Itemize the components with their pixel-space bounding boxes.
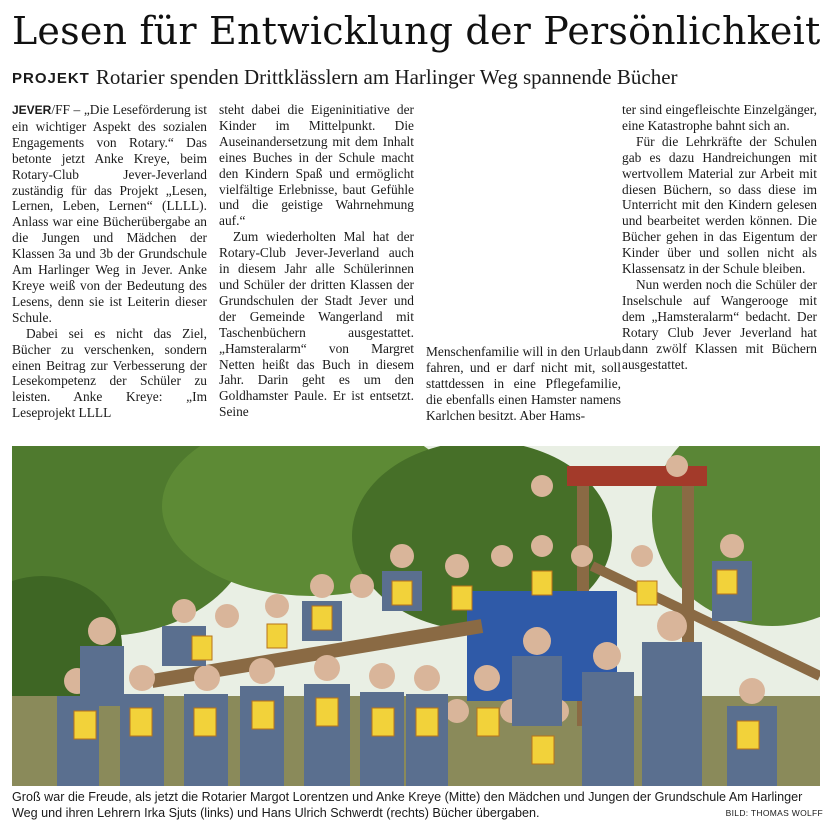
photo-caption: Groß war die Freude, als jetzt die Rotarier Margot Lorentzen und Anke Kreye (Mitte) den Mädchen und Jungen der Grundschule Am Harlinger Weg und ihren Lehrern Irka Sjuts (links) und Hans Ulrich Schwerdt (rechts) Bücher übergaben.	[12, 790, 803, 820]
photo-credit: BILD: THOMAS WOLFF	[725, 808, 823, 818]
paragraph: Für die Lehrkräfte der Schulen gab es dazu Handreichungen mit wertvollem Material zur Arbeit mit diesen Büchern, so dass diese im Unterricht mit den Kindern gelesen und bearbeitet werden können. Die Bücher gehen in das Eigentum der Kinder über und sollen nicht als Klassensatz in der Schule bleiben.	[622, 133, 817, 277]
paragraph: Dabei sei es nicht das Ziel, Bücher zu verschenken, sondern einen Beitrag zur Verbesserung der Lesekompetenz der Schüler zu leisten. Anke Kreye: „Im Leseprojekt LLLL	[12, 325, 207, 421]
group-photo	[12, 446, 820, 786]
article-column-4	[622, 102, 817, 442]
group-photo-illustration	[12, 446, 820, 786]
article-column-3	[426, 344, 621, 444]
paragraph: Zum wiederholten Mal hat der Rotary-Club Jever-Jeverland auch in diesem Jahr alle Schülerinnen und Schüler der dritten Klassen der Grundschulen der Stadt Jever und der Gemeinde Wangerland mit Taschenbüchern ausgestattet. „Hamsteralarm“ von Margret Netten heißt das Buch in diesem Jahr. Darin geht es um den Goldhamster Paule. Er ist entsetzt. Seine	[219, 229, 414, 420]
paragraph: steht dabei die Eigeninitiative der Kinder im Mittelpunkt. Die Auseinandersetzung mit dem Inhalt eines Buches in der Schule macht den Kindern Spaß und ermöglicht vielfältige Erlebnisse, baut Gefühle und die geistige Wahrnehmung auf.“	[219, 102, 414, 229]
subheadline-text: Rotarier spenden Drittklässlern am Harlinger Weg spannende Bücher	[95, 65, 678, 89]
kicker-label: PROJEKT	[12, 70, 90, 87]
headline: Lesen für Entwicklung der Persönlichkeit	[12, 9, 821, 53]
article-column-1	[12, 102, 207, 442]
article-column-2	[219, 102, 414, 442]
paragraph: ter sind eingefleischte Einzelgänger, eine Katastrophe bahnt sich an.	[622, 102, 817, 133]
paragraph: Nun werden noch die Schüler der Inselschule auf Wangerooge mit dem „Hamsteralarm“ bedacht. Der Rotary Club Jever Jeverland hat dann zwölf Klassen mit Büchern ausgestattet.	[622, 276, 817, 372]
paragraph: /FF – „Die Leseförderung ist ein wichtiger Aspekt des sozialen Engagements von Rotary.“ Das betonte jetzt Anke Kreye, beim Rotary-Club Jever-Jeverland zuständig für das Projekt „Lesen, Lernen, Leben, Lernen“ (LLLL). Anlass war eine Bücherübergabe an die Jungen und Mädchen der Klassen 3a und 3b der Grundschule Am Harlinger Weg in Jever. Anke Kreye weiß von der Bedeutung des Lesens, denn sie ist Leiterin dieser Schule.	[12, 102, 207, 325]
dateline: JEVER	[12, 103, 52, 117]
subheadline	[12, 64, 822, 92]
paragraph: Menschenfamilie will in den Urlaub fahren, und er darf nicht mit, soll stattdessen in eine Pflegefamilie, die ebenfalls einen Hamster namens Karlchen besitzt. Aber Hams-	[426, 344, 621, 423]
